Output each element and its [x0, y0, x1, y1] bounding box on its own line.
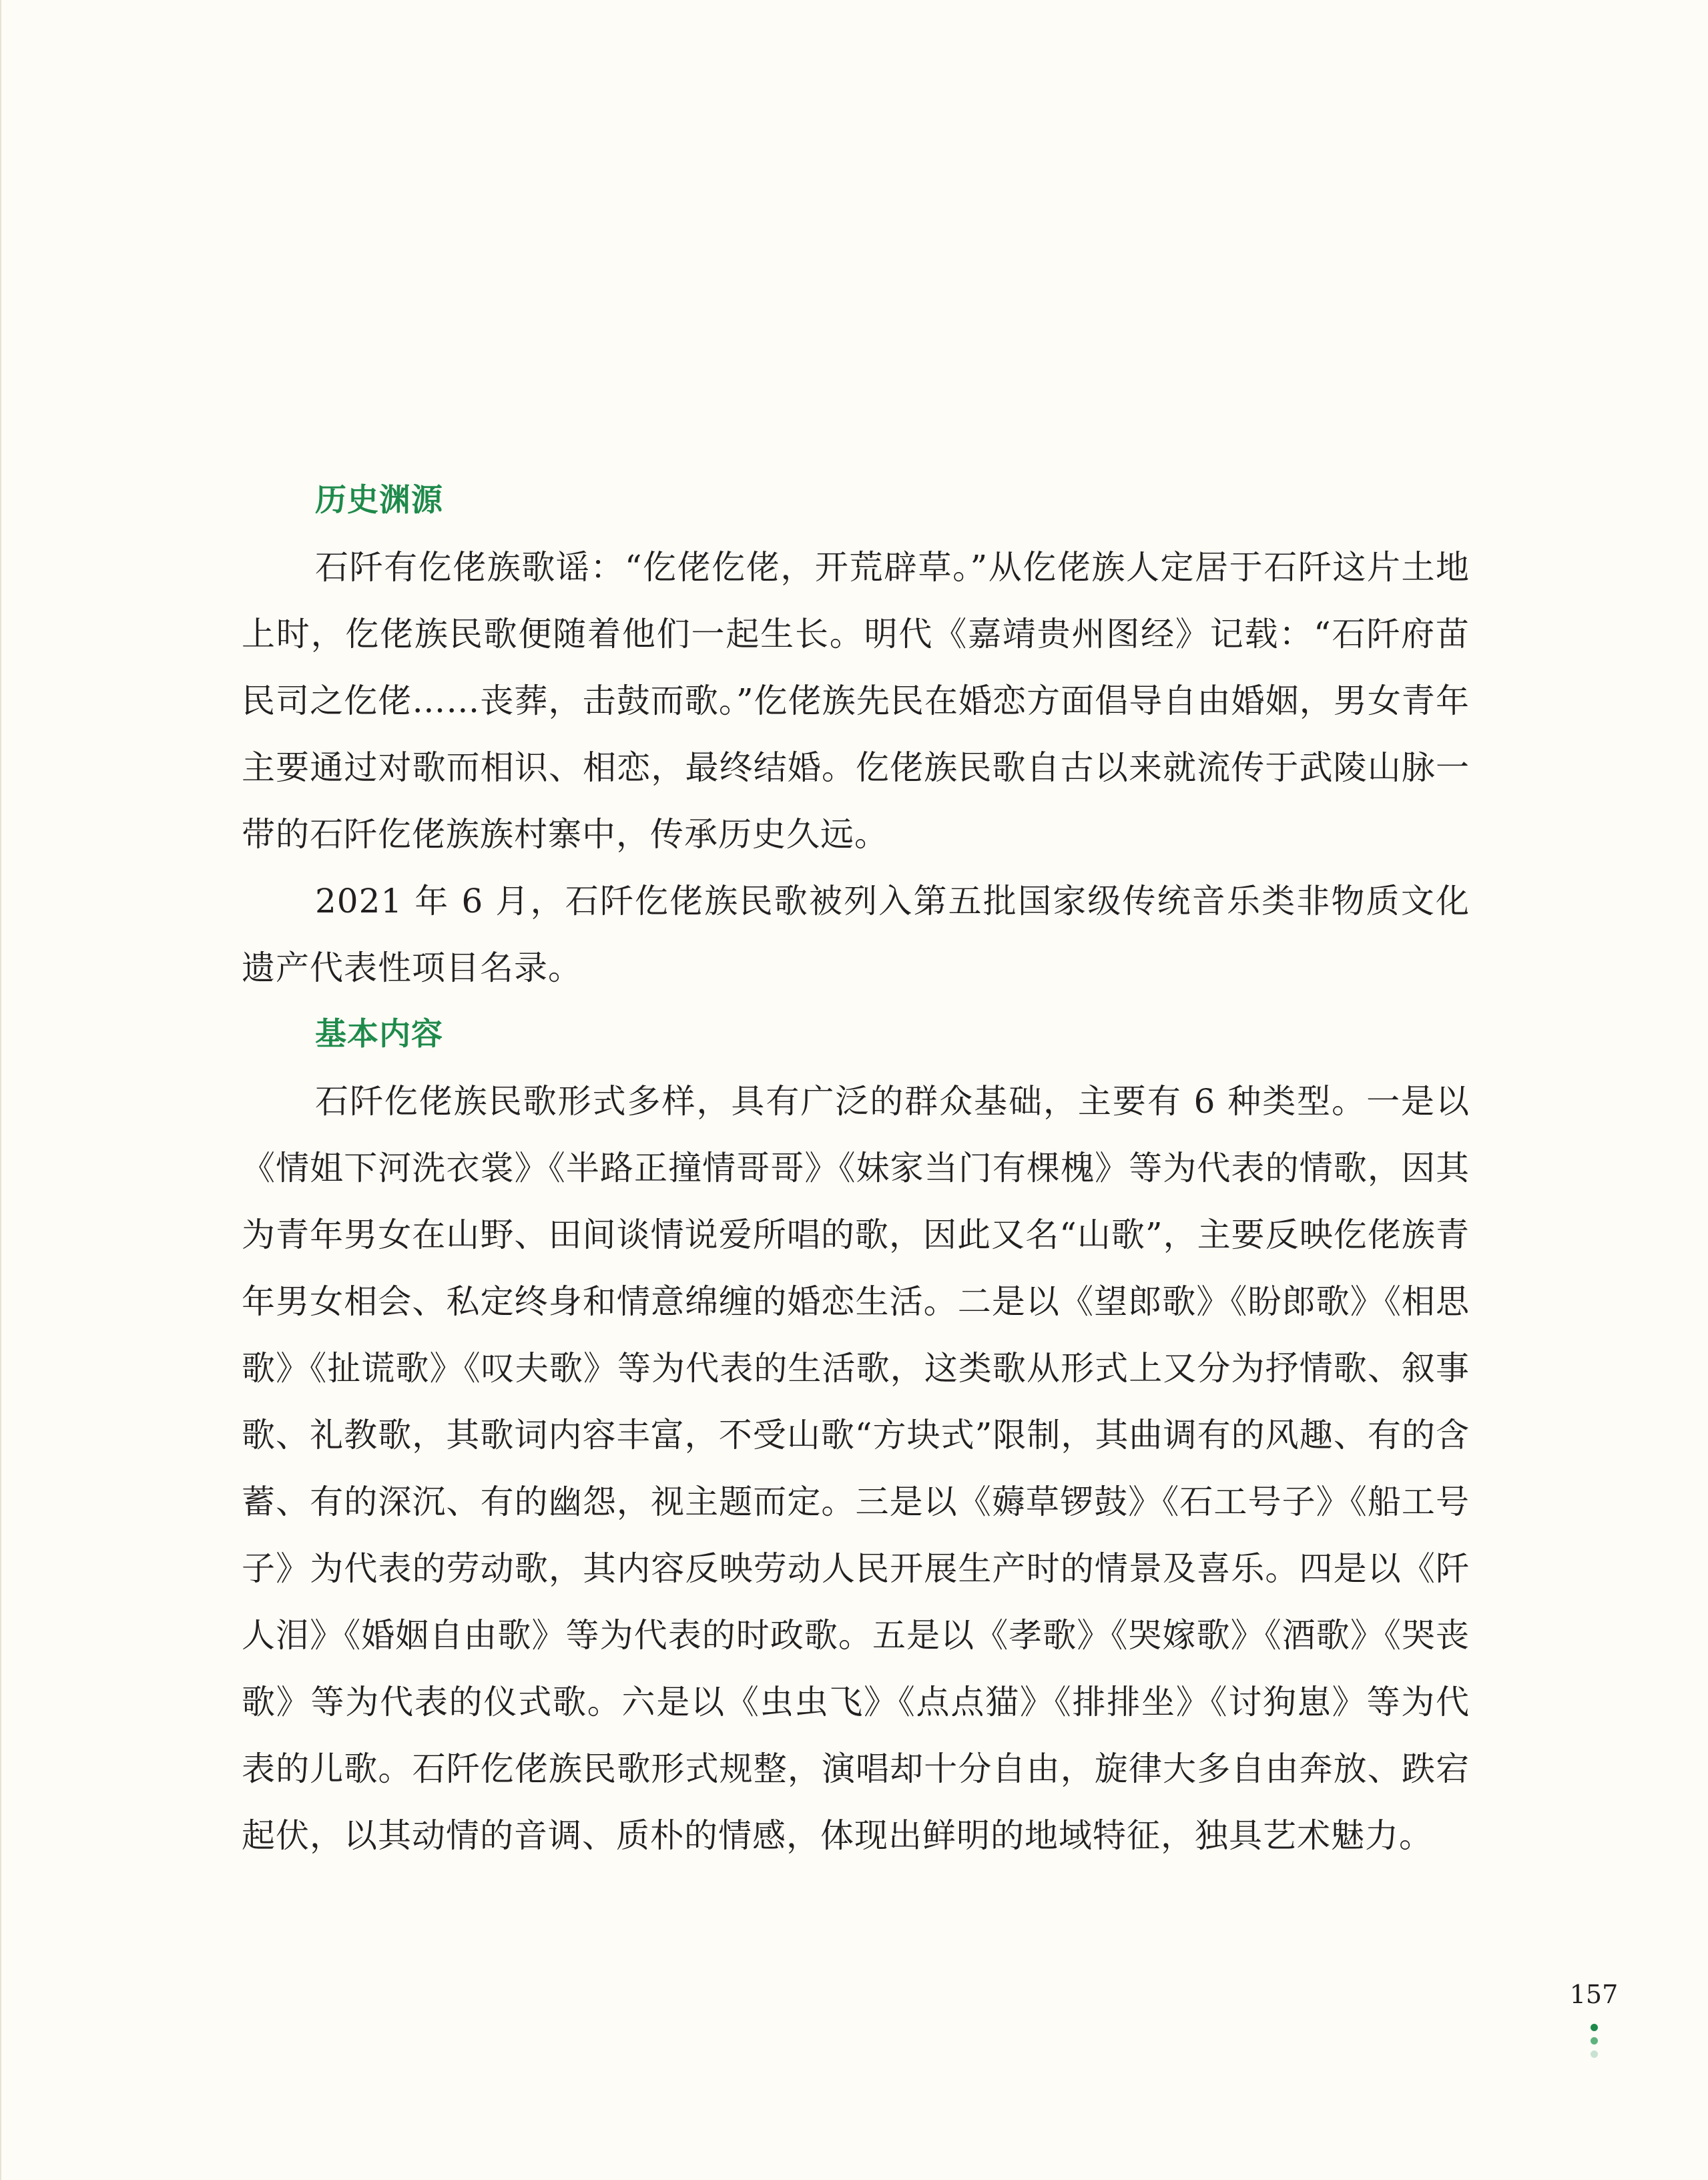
ornament-dot	[1591, 2037, 1598, 2045]
section-heading-history: 历史渊源	[315, 482, 443, 519]
page-body	[242, 467, 1470, 1869]
history-paragraph-1: 石阡有仡佬族歌谣：“仡佬仡佬，开荒辟草。”从仡佬族人定居于石阡这片土地上时，仡佬族民歌便随着他们一起生长。明代《嘉靖贵州图经》记载：“石阡府苗民司之仡佬……丧葬，击鼓而歌。”仡佬族先民在婚恋方面倡导自由婚姻，男女青年主要通过对歌而相识、相恋，最终结婚。仡佬族民歌自古以来就流传于武陵山脉一带的石阡仡佬族族村寨中，传承历史久远。	[242, 548, 1470, 854]
ornament-dot	[1591, 2024, 1598, 2031]
page-spine-edge	[0, 0, 1, 2180]
page-dots-ornament	[1586, 2024, 1602, 2064]
content-paragraph-1: 石阡仡佬族民歌形式多样，具有广泛的群众基础，主要有 6 种类型。一是以《情姐下河洗衣裳》《半路正撞情哥哥》《妹家当门有棵槐》等为代表的情歌，因其为青年男女在山野、田间谈情说爱所唱的歌，因此又名“山歌”，主要反映仡佬族青年男女相会、私定终身和情意绵缠的婚恋生活。二是以《望郎歌》《盼郎歌》《相思歌》《扯谎歌》《叹夫歌》等为代表的生活歌，这类歌从形式上又分为抒情歌、叙事歌、礼教歌，其歌词内容丰富，不受山歌“方块式”限制，其曲调有的风趣、有的含蓄、有的深沉、有的幽怨，视主题而定。三是以《薅草锣鼓》《石工号子》《船工号子》为代表的劳动歌，其内容反映劳动人民开展生产时的情景及喜乐。四是以《阡人泪》《婚姻自由歌》等为代表的时政歌。五是以《孝歌》《哭嫁歌》《酒歌》《哭丧歌》等为代表的仪式歌。六是以《虫虫飞》《点点猫》《排排坐》《讨狗崽》等为代表的儿歌。石阡仡佬族民歌形式规整，演唱却十分自由，旋律大多自由奔放、跌宕起伏，以其动情的音调、质朴的情感，体现出鲜明的地域特征，独具艺术魅力。	[242, 1082, 1470, 1855]
section-heading-content: 基本内容	[315, 1016, 443, 1053]
page-number: 157	[1569, 1980, 1619, 2009]
ornament-dot	[1591, 2051, 1598, 2058]
history-paragraph-2: 2021 年 6 月，石阡仡佬族民歌被列入第五批国家级传统音乐类非物质文化遗产代表性项目名录。	[242, 882, 1470, 987]
